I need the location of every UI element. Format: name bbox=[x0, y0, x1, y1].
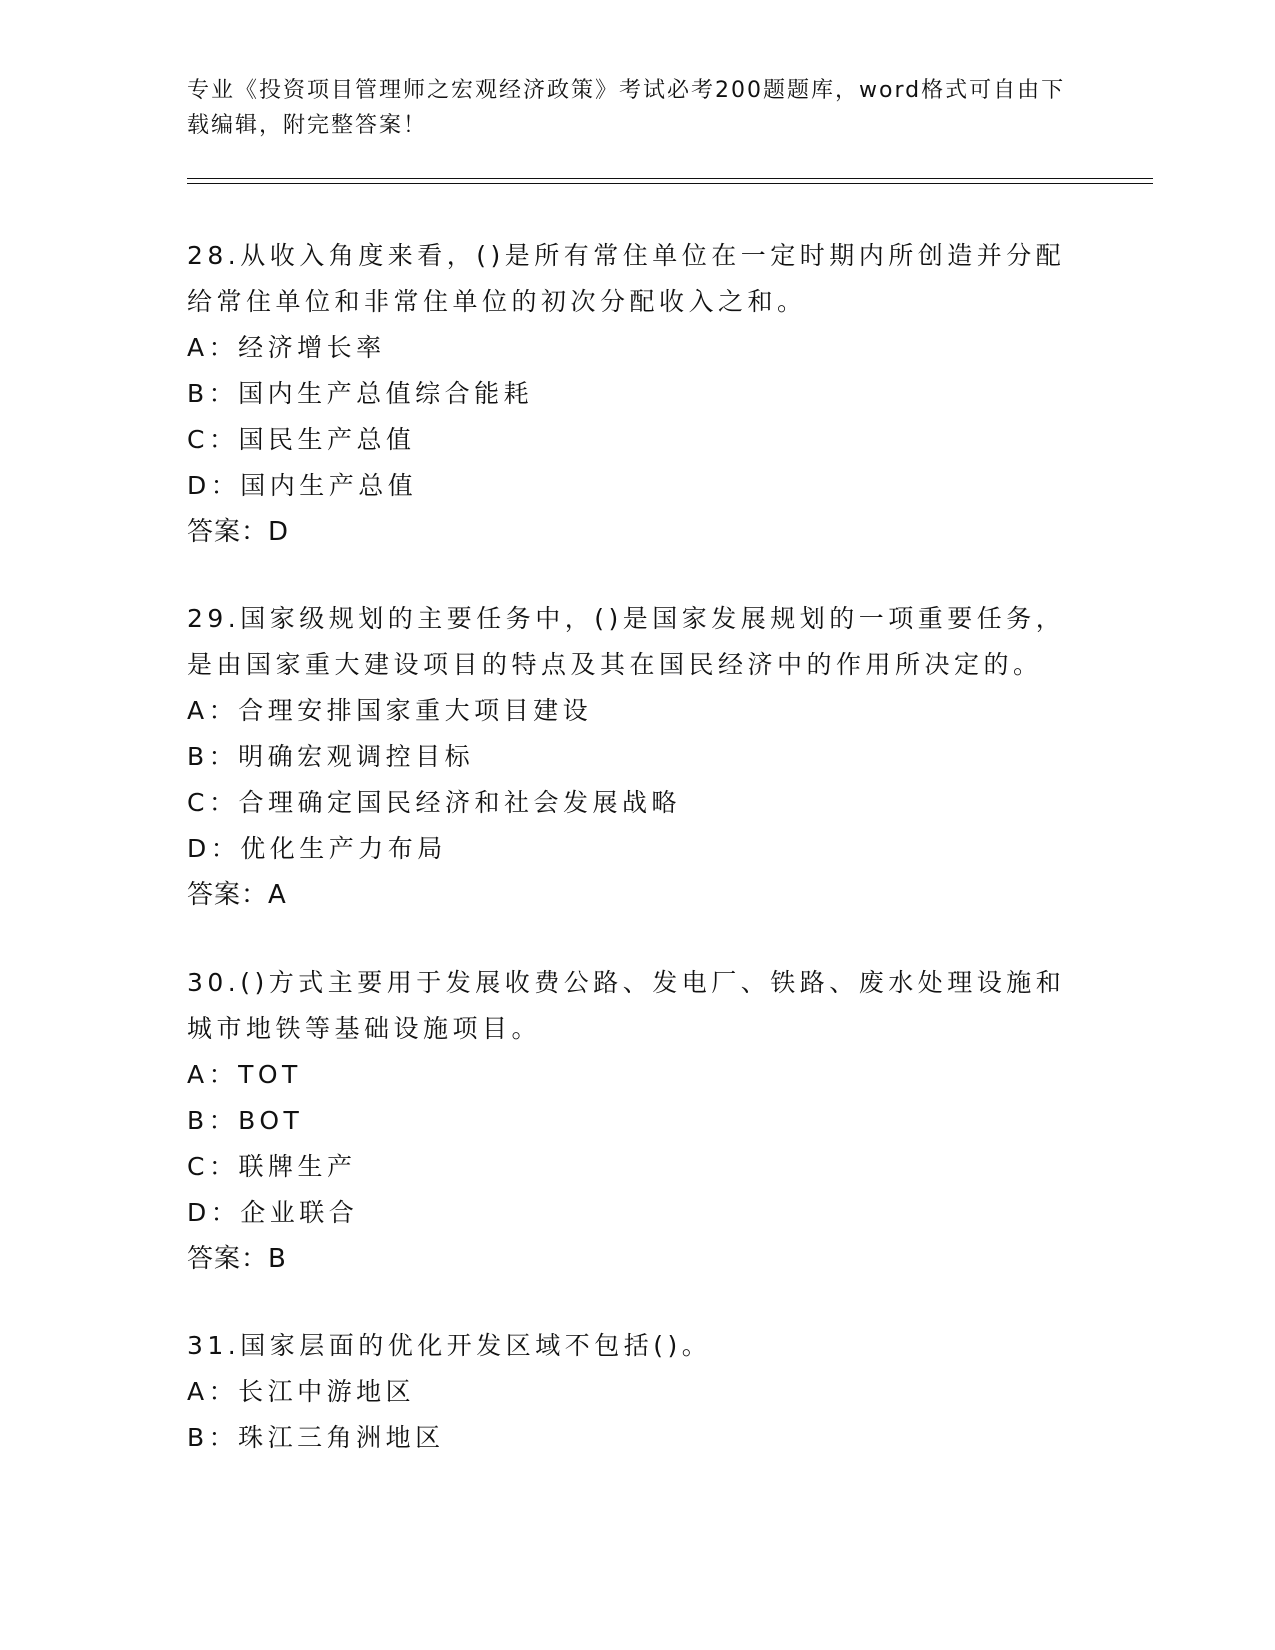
answer: 答案：D bbox=[187, 517, 290, 547]
question-stem: 31.国家层面的优化开发区域不包括()。 bbox=[187, 1331, 712, 1360]
option-b: B：国内生产总值综合能耗 bbox=[187, 379, 534, 408]
option-c: C：国民生产总值 bbox=[187, 425, 416, 454]
question-stem: 28.从收入角度来看，()是所有常住单位在一定时期内所创造并分配给常住单位和非常住单位的初次分配收入之和。 bbox=[187, 241, 1066, 316]
question-31 bbox=[187, 1323, 1087, 1461]
option-a: A：合理安排国家重大项目建设 bbox=[187, 696, 593, 725]
option-a: A：经济增长率 bbox=[187, 333, 386, 362]
option-c: C：合理确定国民经济和社会发展战略 bbox=[187, 788, 681, 817]
header-divider-top bbox=[187, 178, 1153, 179]
option-d: D：企业联合 bbox=[187, 1198, 359, 1227]
option-d: D：优化生产力布局 bbox=[187, 834, 447, 863]
question-28 bbox=[187, 233, 1087, 555]
option-a: A：长江中游地区 bbox=[187, 1377, 416, 1406]
question-30 bbox=[187, 960, 1087, 1282]
option-a: A：TOT bbox=[187, 1060, 302, 1089]
option-d: D：国内生产总值 bbox=[187, 471, 418, 500]
question-29 bbox=[187, 596, 1087, 918]
question-stem: 30.()方式主要用于发展收费公路、发电厂、铁路、废水处理设施和城市地铁等基础设施项目。 bbox=[187, 968, 1066, 1043]
option-b: B：明确宏观调控目标 bbox=[187, 742, 475, 771]
option-b: B：珠江三角洲地区 bbox=[187, 1423, 445, 1452]
document-header: 专业《投资项目管理师之宏观经济政策》考试必考200题题库，word格式可自由下载编辑，附完整答案！ bbox=[187, 78, 1066, 138]
question-stem: 29.国家级规划的主要任务中，()是国家发展规划的一项重要任务，是由国家重大建设项目的特点及其在国民经济中的作用所决定的。 bbox=[187, 604, 1066, 679]
answer: 答案：B bbox=[187, 1244, 287, 1274]
option-b: B：BOT bbox=[187, 1106, 304, 1135]
answer: 答案：A bbox=[187, 880, 287, 910]
option-c: C：联牌生产 bbox=[187, 1152, 357, 1181]
header-divider-bottom bbox=[187, 183, 1153, 184]
